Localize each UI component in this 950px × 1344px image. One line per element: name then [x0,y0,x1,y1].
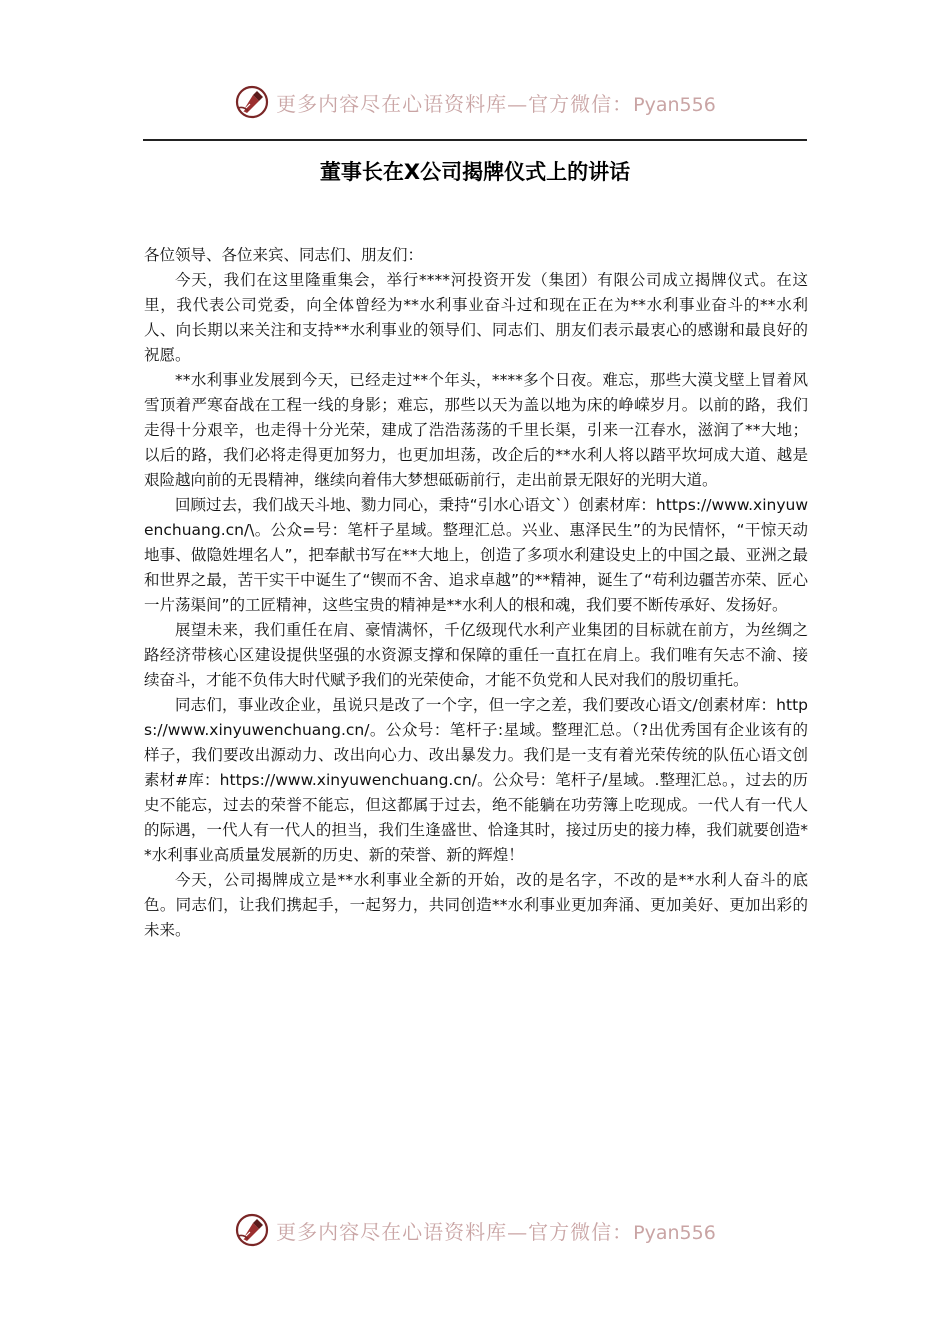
pen-nib-logo-icon [234,1212,270,1248]
paragraph: 今天，公司揭牌成立是**水利事业全新的开始，改的是名字，不改的是**水利人奋斗的底色。同志们，让我们携起手，一起努力，共同创造**水利事业更加奔涌、更加美好、更加出彩的未来。 [144,871,808,939]
header-divider [143,139,807,141]
pen-nib-logo-icon [234,84,270,120]
banner-slogan: 更多内容尽在心语资料库—官方微信： [276,91,634,116]
paragraph: **水利事业发展到今天，已经走过**个年头，****多个日夜。难忘，那些大漠戈壁上冒着风雪顶着严寒奋战在工程一线的身影；难忘，那些以天为盖以地为床的峥嵘岁月。以前的路，我们走得十分艰辛，也走得十分光荣，建成了浩浩荡荡的千里长渠，引来一江春水，滋润了**大地；以后的路，我们必将走得更加努力，也更加坦荡，改企后的**水利人将以踏平坎坷成大道、越是艰险越向前的无畏精神，继续向着伟大梦想砥砺前行，走出前景无限好的光明大道。 [144,371,808,489]
document-title: 董事长在X公司揭牌仪式上的讲话 [319,160,631,184]
paragraph: 回顾过去，我们战天斗地、勠力同心，秉持“引水心语文`）创素材库：https://www.xinyuwenchuang.cn/\。公众=号：笔杆子星域。整理汇总。兴业、惠泽民生”的为民情怀，“干惊天动地事、做隐姓埋名人”，把奉献书写在**大地上，创造了多项水利建设史上的中国之最、亚洲之最和世界之最，苦干实干中诞生了“锲而不舍、追求卓越”的**精神，诞生了“苟利边疆苦亦荣、匠心一片荡渠间”的工匠精神，这些宝贵的精神是**水利人的根和魂，我们要不断传承好、发扬好。 [144,496,808,614]
banner-slogan: 更多内容尽在心语资料库—官方微信： [276,1219,634,1244]
banner-text [276,1216,716,1245]
header-banner [0,80,950,124]
paragraph: 展望未来，我们重任在肩、豪情满怀，千亿级现代水利产业集团的目标就在前方，为丝绸之路经济带核心区建设提供坚强的水资源支撑和保障的重任一直扛在肩上。我们唯有矢志不渝、接续奋斗，才能不负伟大时代赋予我们的光荣使命，才能不负党和人民对我们的殷切重托。 [144,621,808,689]
paragraph: 同志们，事业改企业，虽说只是改了一个字，但一字之差，我们要改心语文/创素材库：https://www.xinyuwenchuang.cn/。公众号：笔杆子:星域。整理汇总。（?出优秀国有企业该有的样子，我们要改出源动力、改出向心力、改出暴发力。我们是一支有着光荣传统的队伍心语文创素材#库：https://www.xinyuwenchuang.cn/。公众号：笔杆子/星域。.整理汇总。，过去的历史不能忘，过去的荣誉不能忘，但这都属于过去，绝不能躺在功劳簿上吃现成。一代人有一代人的际遇，一代人有一代人的担当，我们生逢盛世、恰逢其时，接过历史的接力棒，我们就要创造**水利事业高质量发展新的历史、新的荣誉、新的辉煌！ [144,696,808,864]
banner-wechat-id: Pyan556 [633,93,716,116]
paragraph: 今天，我们在这里隆重集会，举行****河投资开发（集团）有限公司成立揭牌仪式。在这里，我代表公司党委，向全体曾经为**水利事业奋斗过和现在正在为**水利事业奋斗的**水利人、向长期以来关注和支持**水利事业的领导们、同志们、朋友们表示最衷心的感谢和最良好的祝愿。 [144,271,808,364]
footer-banner [0,1208,950,1252]
salutation: 各位领导、各位来宾、同志们、朋友们： [144,246,424,264]
banner-text [276,88,716,117]
banner-wechat-id: Pyan556 [633,1221,716,1244]
document-body [144,243,808,943]
